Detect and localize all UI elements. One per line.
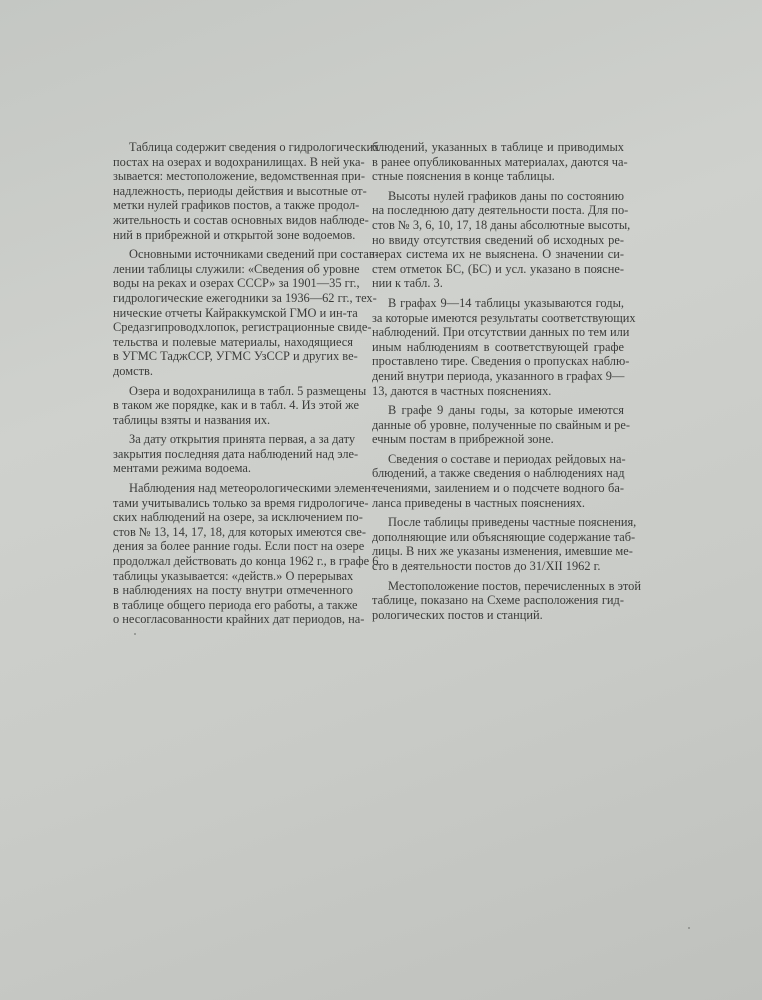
paragraph <box>372 403 630 447</box>
text-line: тами учитывались только за время гидрологиче- <box>113 495 369 510</box>
text-line: ланса приведены в частных пояснениях. <box>372 495 586 510</box>
text-line: в УГМС ТаджССР, УГМС УзССР и других ве- <box>113 349 358 364</box>
text-line: блюдений, указанных в таблице и приводимых <box>372 140 624 154</box>
text-line: 13, даются в частных пояснениях. <box>372 383 552 398</box>
paragraph <box>372 188 631 291</box>
paper-speck <box>134 633 136 635</box>
text-line: таблицы указывается: «действ.» О перерывах <box>113 568 354 583</box>
text-line: блюдений, а также сведения о наблюдениях над <box>372 466 625 481</box>
text-line: дения за более ранние годы. Если пост на озере <box>113 539 365 554</box>
text-line: ских наблюдений на озере, за исключением по- <box>113 510 363 525</box>
text-line: Наблюдения над метеорологическими элемен- <box>129 481 376 496</box>
text-line: данные об уровне, полученные по свайным и ре- <box>372 417 630 432</box>
text-line: надлежность, периоды действия и высотные от- <box>113 183 367 198</box>
text-line: За дату открытия принята первая, а за дату <box>129 432 356 447</box>
text-line: стные пояснения в конце таблицы. <box>372 169 555 184</box>
text-line: но ввиду отсутствия сведений об исходных ре- <box>372 232 624 247</box>
left-text-column <box>113 140 380 632</box>
text-line: Сведения о составе и периодах рейдовых на- <box>388 451 626 466</box>
paragraph <box>372 295 636 398</box>
text-line: за которые имеются результаты соответствующих <box>372 310 636 325</box>
paragraph <box>372 578 642 623</box>
text-line: лении таблицы служили: «Сведения об уровне <box>113 261 360 276</box>
paragraph <box>372 515 637 574</box>
text-line: ний в прибрежной и открытой зоне водоемов. <box>113 227 356 242</box>
text-line: продолжал действовать до конца 1962 г., в графе 6 <box>113 554 379 569</box>
text-line: закрытия последняя дата наблюдений над эле- <box>113 446 359 461</box>
text-line: зывается: местоположение, ведомственная при- <box>113 169 365 184</box>
text-line: ментами режима водоема. <box>113 461 251 476</box>
paragraph <box>113 432 359 476</box>
paragraph <box>372 140 628 184</box>
text-line: тельства и полевые материалы, находящиеся <box>113 334 353 349</box>
text-line: воды на реках и озерах СССР» за 1901—35 гг., <box>113 276 360 291</box>
text-line: наблюдений. При отсутствии данных по тем или <box>372 325 630 340</box>
text-line: нии к табл. 3. <box>372 276 443 291</box>
paragraph <box>113 383 367 428</box>
text-line: После таблицы приведены частные пояснения, <box>388 515 637 530</box>
text-line: на последнюю дату деятельности поста. Для по- <box>372 203 629 218</box>
text-line: в таблице общего периода его работы, а также <box>113 597 358 612</box>
paragraph <box>372 452 624 510</box>
text-line: жительность и состав основных видов наблюде- <box>113 212 369 227</box>
text-line: ечным постам в прибрежной зоне. <box>372 432 554 447</box>
text-line: сто в деятельности постов до 31/XII 1962 г. <box>372 559 601 574</box>
text-line: лицы. В них же указаны изменения, имевшие ме- <box>372 544 633 559</box>
text-line: В графе 9 даны годы, за которые имеются <box>388 403 624 418</box>
text-line: Местоположение постов, перечисленных в этой <box>388 578 642 593</box>
paper-speck <box>688 927 690 929</box>
text-line: стем отметок БС, (БС) и усл. указано в поясне- <box>372 261 624 276</box>
text-line: домств. <box>113 363 153 378</box>
text-line: иным наблюдениям в соответствующей графе <box>372 339 624 354</box>
paragraph <box>113 140 380 242</box>
text-line: дополняющие или объясняющие содержание таб- <box>372 529 636 544</box>
text-line: в наблюдениях на посту внутри отмеченного <box>113 583 353 598</box>
text-line: стов № 3, 6, 10, 17, 18 даны абсолютные высоты, <box>372 217 631 232</box>
text-line: стов № 13, 14, 17, 18, для которых имеются све- <box>113 524 366 539</box>
text-line: течениями, заилением и о подсчете водного ба- <box>372 481 624 496</box>
text-line: в ранее опубликованных материалах, даются ча- <box>372 154 628 169</box>
text-line: постах на озерах и водохранилищах. В ней ука- <box>113 154 365 169</box>
text-line: метки нулей графиков постов, а также продол- <box>113 198 360 213</box>
text-line: Озера и водохранилища в табл. 5 размещены <box>129 383 367 398</box>
text-line: нические отчеты Кайраккумской ГМО и ин-та <box>113 305 358 320</box>
text-line: Средазгипроводхлопок, регистрационные свиде- <box>113 320 372 335</box>
text-line: рологических постов и станций. <box>372 607 543 622</box>
text-line: перах система их не выяснена. О значении си- <box>372 247 624 262</box>
text-line: дений внутри периода, указанного в графах 9— <box>372 368 625 383</box>
text-line: Основными источниками сведений при состав- <box>129 247 379 262</box>
right-text-column <box>372 140 642 627</box>
text-line: В графах 9—14 таблицы указываются годы, <box>388 295 624 310</box>
text-line: в таком же порядке, как и в табл. 4. Из этой же <box>113 398 360 413</box>
text-line: таблице, показано на Схеме расположения гид- <box>372 593 624 608</box>
paragraph <box>113 481 379 627</box>
text-line: Высоты нулей графиков даны по состоянию <box>388 188 624 203</box>
text-line: Таблица содержит сведения о гидрологических <box>129 140 380 154</box>
text-line: проставлено тире. Сведения о пропусках наблю- <box>372 354 630 369</box>
text-line: гидрологические ежегодники за 1936—62 гг., тех- <box>113 290 377 305</box>
paragraph <box>113 247 379 378</box>
text-line: таблицы взяты и названия их. <box>113 412 271 427</box>
text-line: о несогласованности крайних дат периодов, на- <box>113 612 365 627</box>
